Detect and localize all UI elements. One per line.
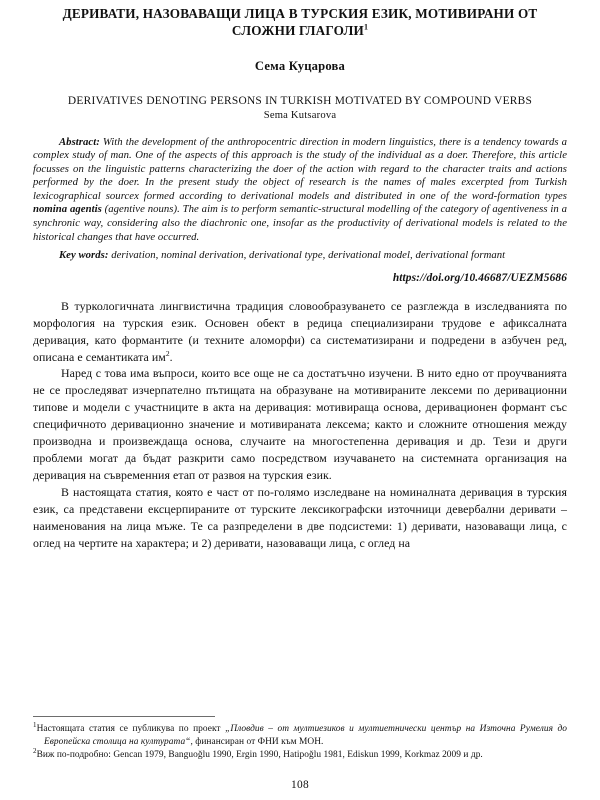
footnote-area <box>33 716 567 762</box>
page-number: 108 <box>291 779 309 791</box>
body-paragraph-1-text-second: . <box>169 349 173 364</box>
keywords-label: Key words: <box>59 249 109 262</box>
body-paragraph-1 <box>33 298 567 366</box>
footnote-2-text-first: Виж по-подробно: Gencan 1979, Banguoğlu 1990, Ergin 1990, Hatipoğlu 1981, Ediskun 1999, Korkmaz 2009 и др. <box>36 750 483 761</box>
doi-text: https://doi.org/10.46687/UEZM5686 <box>392 271 567 284</box>
author-bulgarian: Сема Куцарова <box>254 59 346 73</box>
body-paragraph-2 <box>33 365 567 483</box>
keywords-text: derivation, nominal derivation, derivational type, derivational model, derivational formant <box>108 249 506 262</box>
title-footnote-marker: 1 <box>363 22 369 32</box>
body-paragraph-1-footnote-marker[interactable]: 2 <box>165 348 170 358</box>
footnote-1-text-second: , финансиран от ФНИ към МОН. <box>190 736 324 747</box>
footnote-2 <box>33 749 567 762</box>
keywords-paragraph <box>33 249 567 263</box>
doi-link[interactable] <box>33 272 567 284</box>
footnote-1-project-title: „Пловдив – от мултиезиков и мултиетнически център на Източна Румелия до Европейска столица на културата“ <box>44 724 567 747</box>
footnote-2-marker: 2 <box>33 747 37 756</box>
body-paragraph-2-text-first: Наред с това има въпроси, които все още не са достатъчно изучени. В нито едно от проучванията не се проследяват изчерпателно пътищата на образуване на мотивираните лексеми по деривационни типове и модели с участниците в акта на деривация: мотивираща основа, деривационен формант със специфичното деривационно значение и мотивираната лексема; както и сложните отношения между производна и произвеждаща основа, случаите на многостепенна деривация и др. Тези и други проблеми могат да бъдат разкрити само посредством изучаването на системната организация на деривация на съвременния етап от развоя на турския език. <box>33 366 567 482</box>
page-title-english: DERIVATIVES DENOTING PERSONS IN TURKISH MOTIVATED BY COMPOUND VERBS <box>67 95 533 107</box>
abstract-paragraph <box>33 136 567 245</box>
page-title-bulgarian-text: ДЕРИВАТИ, НАЗОВАВАЩИ ЛИЦА В ТУРСКИЯ ЕЗИК, МОТИВИРАНИ ОТ СЛОЖНИ ГЛАГОЛИ <box>62 6 538 38</box>
footnote-separator-rule <box>33 716 215 717</box>
footnote-1-marker: 1 <box>33 721 37 730</box>
body-text <box>33 298 567 552</box>
footnote-1-text-first: Настоящата статия се публикува по проект <box>36 724 226 735</box>
author-english: Sema Kutsarova <box>263 109 337 121</box>
body-paragraph-3-text-first: В настоящата статия, която е част от по-голямо изследване на номиналната деривация в турския език, са представени ексцерпираните от турските лексикографски източници девербални деривати – наименования на лица мъже. Те са разпределени в две подсистеми: 1) деривати, назоваващи лица, с оглед на чертите на характера; и 2) деривати, назоваващи лица, с оглед на <box>33 484 567 550</box>
abstract-text-second: (agentive nouns). The aim is to perform semantic-structural modelling of the category of agentiveness in a synchronic way, considering also the diachronic one, insofar as the productivity of derivational models is related to the historical changes that have occurred. <box>33 203 568 243</box>
abstract-label: Abstract: <box>59 135 100 148</box>
page-title-bulgarian <box>33 6 567 39</box>
abstract-text-first: With the development of the anthropocentric direction in modern linguistics, there is a tendency towards a complex study of man. One of the aspects of this approach is the study of the individual as a doer. Therefore, this article focusses on the linguistic patterns characterizing the doer of the action with regard to the character traits and actions performed by the doer. In the present study the object of research is the names of males excerpted from Turkish lexicographical sourcex formed according to derivational models and distributed in one of the word-formation types <box>33 135 567 202</box>
body-paragraph-1-text-first: В туркологичната лингвистична традиция словообразуването се разглежда в изследванията по морфология на турския език. Основен обект в редица специализирани трудове е афиксалната деривация, като формантите (и техните аломорфи) са систематизирани и подредени в азбучен ред, описана е семантиката им <box>33 298 567 364</box>
footnote-1 <box>33 723 567 748</box>
body-paragraph-3 <box>33 484 567 552</box>
abstract-emphasis-term: nomina agentis <box>33 203 102 216</box>
